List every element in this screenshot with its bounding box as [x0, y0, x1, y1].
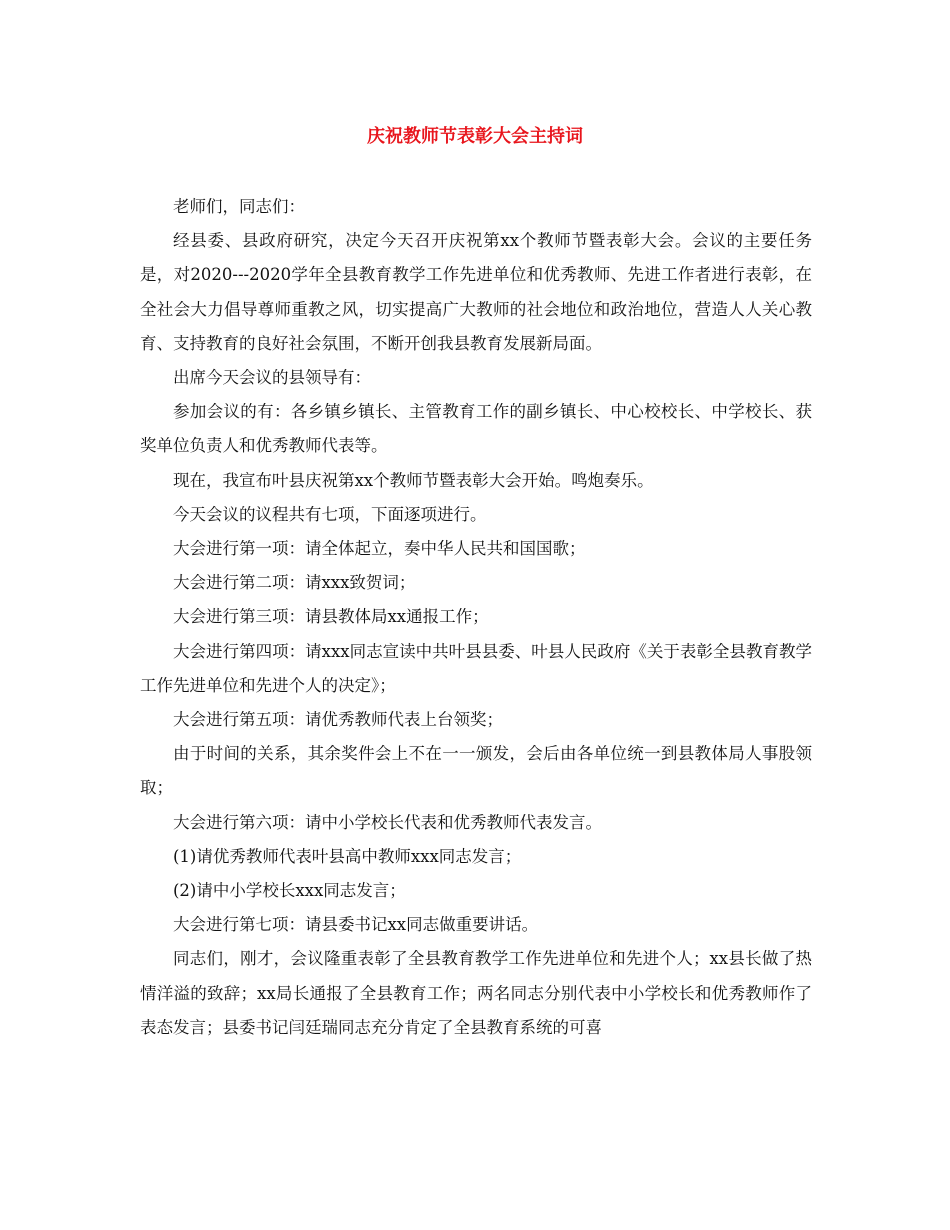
paragraph: 大会进行第五项：请优秀教师代表上台领奖； [173, 710, 503, 730]
paragraph: 由于时间的关系，其余奖件会上不在一一颁发，会后由各单位统一到县教体局人事股领取； [140, 744, 812, 798]
document-title: 庆祝教师节表彰大会主持词 [367, 126, 583, 147]
paragraph: 参加会议的有：各乡镇乡镇长、主管教育工作的副乡镇长、中心校校长、中学校长、获奖单位负责人和优秀教师代表等。 [140, 402, 812, 456]
paragraph: 出席今天会议的县领导有： [173, 368, 371, 388]
paragraph: 同志们，刚才，会议隆重表彰了全县教育教学工作先进单位和先进个人；xx县长做了热情洋溢的致辞；xx局长通报了全县教育工作；两名同志分别代表中小学校长和优秀教师作了表态发言；县委书记闫廷瑞同志充分肯定了全县教育系统的可喜 [140, 949, 812, 1037]
paragraph: 大会进行第三项：请县教体局xx通报工作； [173, 607, 489, 627]
document-body [140, 190, 812, 1045]
paragraph: 大会进行第一项：请全体起立，奏中华人民共和国国歌； [173, 539, 586, 559]
paragraph: (1)请优秀教师代表叶县高中教师xxx同志发言； [173, 846, 522, 866]
paragraph: 大会进行第七项：请县委书记xx同志做重要讲话。 [173, 915, 539, 935]
paragraph: 大会进行第六项：请中小学校长代表和优秀教师代表发言。 [173, 812, 602, 832]
paragraph: 老师们，同志们： [173, 197, 305, 216]
paragraph: 经县委、县政府研究，决定今天召开庆祝第xx个教师节暨表彰大会。会议的主要任务是，对2020---2020学年全县教育教学工作先进单位和优秀教师、先进工作者进行表彰，在全社会大力倡导尊师重教之风，切实提高广大教师的社会地位和政治地位，营造人人关心教育、支持教育的良好社会氛围，不断开创我县教育发展新局面。 [140, 231, 812, 353]
paragraph: 大会进行第二项：请xxx致贺词； [173, 573, 416, 593]
paragraph: 今天会议的议程共有七项，下面逐项进行。 [173, 504, 487, 524]
paragraph: 现在，我宣布叶县庆祝第xx个教师节暨表彰大会开始。鸣炮奏乐。 [173, 470, 654, 490]
paragraph: (2)请中小学校长xxx同志发言； [173, 881, 406, 901]
paragraph: 大会进行第四项：请xxx同志宣读中共叶县县委、叶县人民政府《关于表彰全县教育教学工作先进单位和先进个人的决定》； [140, 641, 812, 695]
